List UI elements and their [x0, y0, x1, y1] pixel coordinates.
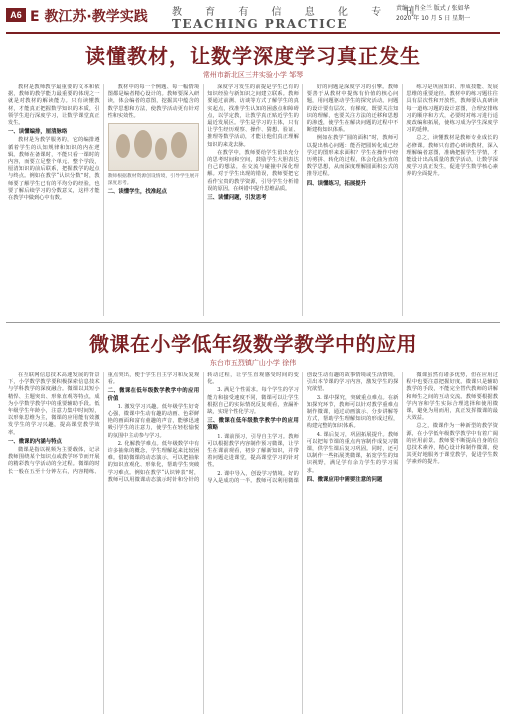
masthead — [0, 0, 506, 34]
section-heading: 一、读懂编排，厘清脉络 — [8, 129, 68, 136]
issue-meta — [396, 4, 470, 24]
body-paragraph: 例如在教学“圆的面积”时，教师可以提出核心问题：能否把圆转化成已经学过的图形来求面积？学生在操作中经历剪拼、转化的过程，体会化曲为直的数学思想，从而深度理解圆面积公式的推导过程。 — [306, 135, 399, 178]
banner-chinese: 教 育 有 信 息 化 专 刊 — [172, 7, 425, 18]
body-paragraph: 微课虽然有诸多优势，但在应用过程中也要注意把握好度。微课只是辅助教学的手段，不能完全替代教师的讲解和师生之间的互动交流。教师要根据教学内容和学生实际合理选择和使用微课，避免为用而用，真正发挥微课的最大效益。 — [406, 372, 498, 422]
article-photo — [108, 123, 200, 171]
article1-byline: 常州市新北区三井实验小学 邹琴 — [202, 71, 304, 79]
banner-english: TEACHING PRACTICE — [172, 17, 348, 31]
section-heading: 二、微课在低年级数学教学中的应用价值 — [107, 388, 200, 402]
article2-body — [8, 372, 498, 714]
body-paragraph: 1. 激发学习兴趣。低年级学生好奇心强，微课中生动有趣的动画、色彩鲜艳的画面和富有童趣的声音，能够迅速吸引学生的注意力，使学生在轻松愉悦的氛围中主动参与学习。 — [107, 403, 200, 439]
article2-headline: 微课在小学低年级数学教学中的应用 — [89, 332, 417, 356]
article1-headline: 读懂教材，让数学深度学习真正发生 — [85, 44, 421, 68]
section-heading: 三、微课在低年级数学教学中的应用策略 — [207, 418, 299, 432]
photo-figure-shape — [134, 130, 152, 158]
body-paragraph: 好的问题是深度学习的引擎。教师要善于从教材中提炼有价值的核心问题，用问题驱动学生的探究活动。问题的设计要有层次、有梯度，既要关注知识的理解，也要关注方法的迁移和思想的渗透，使学生在解决问题的过程中不断建构知识体系。 — [306, 84, 399, 134]
body-paragraph: 在教学中，教师要给学生留出充分的思考时间和空间，鼓励学生大胆表达自己的想法，在交流与碰撞中深化理解。对于学生出现的错误，教师要把它看作宝贵的教学资源，引导学生分析错误的原因，在纠错中提升思维品质。 — [207, 149, 299, 192]
body-paragraph: 3. 课中探究，突破重点难点。在新知探究环节，教师可以针对教学重难点制作微课，通过动画演示、分步讲解等方式，帮助学生理解知识的形成过程，构建完整的知识体系。 — [306, 394, 399, 430]
date-line: 2020 年 10 月 5 日 星期一 — [396, 15, 471, 22]
article2-byline: 东台市五烈镇广山小学 徐伟 — [209, 359, 297, 367]
body-paragraph: 微课是指以视频为主要载体，记录教师围绕某个知识点或教学环节而开展的精彩教与学活动的全过程。微课的时长一般在五至十分钟左右，内容精练、重点突出，便于学生自主学习和反复观看。 — [8, 372, 200, 475]
section-heading: 四、微课应用中需要注意的问题 — [306, 476, 383, 483]
photo-figure-shape — [171, 132, 187, 158]
body-paragraph: 练习是巩固知识、形成技能、发展思维的重要途径。教材中的练习题往往具有层次性和开放性，教师要认真研读每一道练习题的设计意图，合理安排练习的顺序和方式，必要时对练习进行适度改编和拓展，使练习成为学生深度学习的延伸。 — [406, 84, 498, 134]
body-paragraph: 1. 课前预习，引导自主学习。教师可以根据教学内容制作预习微课，让学生在课前观看，初步了解新知识，并带着问题走进课堂，提高课堂学习的针对性。 — [207, 433, 299, 469]
body-paragraph: 教材是教师教学最重要的文本和依据，教师的教学能力最重要的体现之一就是对教材的解读能力。只有读懂教材，才能真正把握数学知识的本质，引领学生进行深度学习，让数学课堂真正发生。 — [8, 84, 100, 127]
body-paragraph: 4. 课后复习，巩固拓展提升。教师可以把每节课的重点内容制作成复习微课，供学生课后复习巩固。同时，还可以制作一些拓展类微课，拓宽学生的知识视野，满足学有余力学生的学习需求。 — [306, 431, 399, 474]
body-paragraph: 总之，读懂教材是教师专业成长的必修课。教师只有潜心研读教材，深入理解编者意图，准确把握学生学情，才能设计出高质量的教学活动，让数学深度学习真正发生，促进学生数学核心素养的全面提升。 — [406, 135, 498, 178]
body-paragraph: 2. 课中导入，创设学习情境。好的导入是成功的一半。教师可以利用微课创设生动有趣的故事情境或生活情境，引出本节课的学习内容，激发学生的探究欲望。 — [207, 372, 399, 484]
page-number: A6 — [6, 8, 26, 22]
body-paragraph: 2. 化解教学难点。低年级数学中有许多抽象的概念，学生理解起来比较困难。借助微课的动态演示，可以把抽象的知识直观化、形象化，帮助学生突破学习难点。例如在教学“认识钟表”时，教师可以用微课动态演示时针和分针的转动过程，让学生直观感受时间的变化。 — [107, 372, 299, 483]
section-heading: 四、读懂练习，拓展提升 — [306, 180, 367, 187]
section-title: E 教江苏·教学实践 — [30, 9, 148, 25]
body-paragraph: 总之，微课作为一种新型的教学资源，在小学低年级数学教学中有着广阔的应用前景。教师要不断提高自身的信息技术素养，精心设计和制作微课，使其更好地服务于课堂教学，促进学生数学素养的提升。 — [406, 423, 498, 466]
photo-caption: 教师根据教材资源创设情境，引导学生展开深度思考。 — [107, 174, 200, 186]
body-paragraph: 在互联网信息技术高速发展的背景下，小学数学教学要积极探索信息技术与学科教学的深度融合。微课以其短小精悍、主题突出、形象直观等特点，成为小学数学教学中的重要辅助手段。低年级学生年龄小，注意力集中时间短，以形象思维为主，微课的应用能有效激发学生的学习兴趣，提高课堂教学效率。 — [8, 372, 100, 436]
article-divider — [6, 322, 500, 323]
section-heading: 二、读懂学生，找准起点 — [107, 189, 167, 196]
body-paragraph: 深度学习发生的前提是学生已有的知识经验与新知识之间建立联系。教师要通过前测、访谈等方式了解学生的真实起点，找准学生认知的困惑点和障碍点，以学定教，让教学真正贴近学生的最近发展区。学生是学习的主体，只有让学生经历观察、操作、猜想、验证、推理等数学活动，才能让他们真正理解知识的来龙去脉。 — [207, 84, 299, 148]
masthead-rule — [6, 32, 500, 34]
body-paragraph: 3. 满足个性需求。每个学生的学习能力和接受速度不同，微课可以让学生根据自己的实际情况反复观看，查漏补缺，实现个性化学习。 — [207, 387, 299, 416]
body-paragraph: 教材中的每一个例题、每一幅情境图都是编者精心设计的。教师要深入研读，体会编者的意图，挖掘其中蕴含的数学思想和方法，使教学活动更有针对性和实效性。 — [107, 84, 200, 119]
photo-figure-shape — [116, 134, 130, 158]
body-paragraph: 教材是为教学服务的，它的编排遵循着学生的认知规律和知识的内在逻辑。教师在备课时，不能只看一课时的内容，而要立足整个单元、整个学段，厘清知识的前后联系，把握教学的起点与终点。例如在教学“认识分数”时，教师要了解学生已有的平均分的经验，也要了解后续学习的分数意义，这样才能在教学中做到心中有数。 — [8, 137, 100, 202]
section-heading: 三、读懂问题，引发思考 — [207, 195, 267, 202]
photo-figure-shape — [155, 138, 167, 160]
editor-line: 责编 / 肖全兰 版式 / 张如华 — [396, 5, 470, 12]
section-heading: 一、微课的内涵与特点 — [8, 438, 62, 445]
article1-body — [8, 84, 498, 316]
